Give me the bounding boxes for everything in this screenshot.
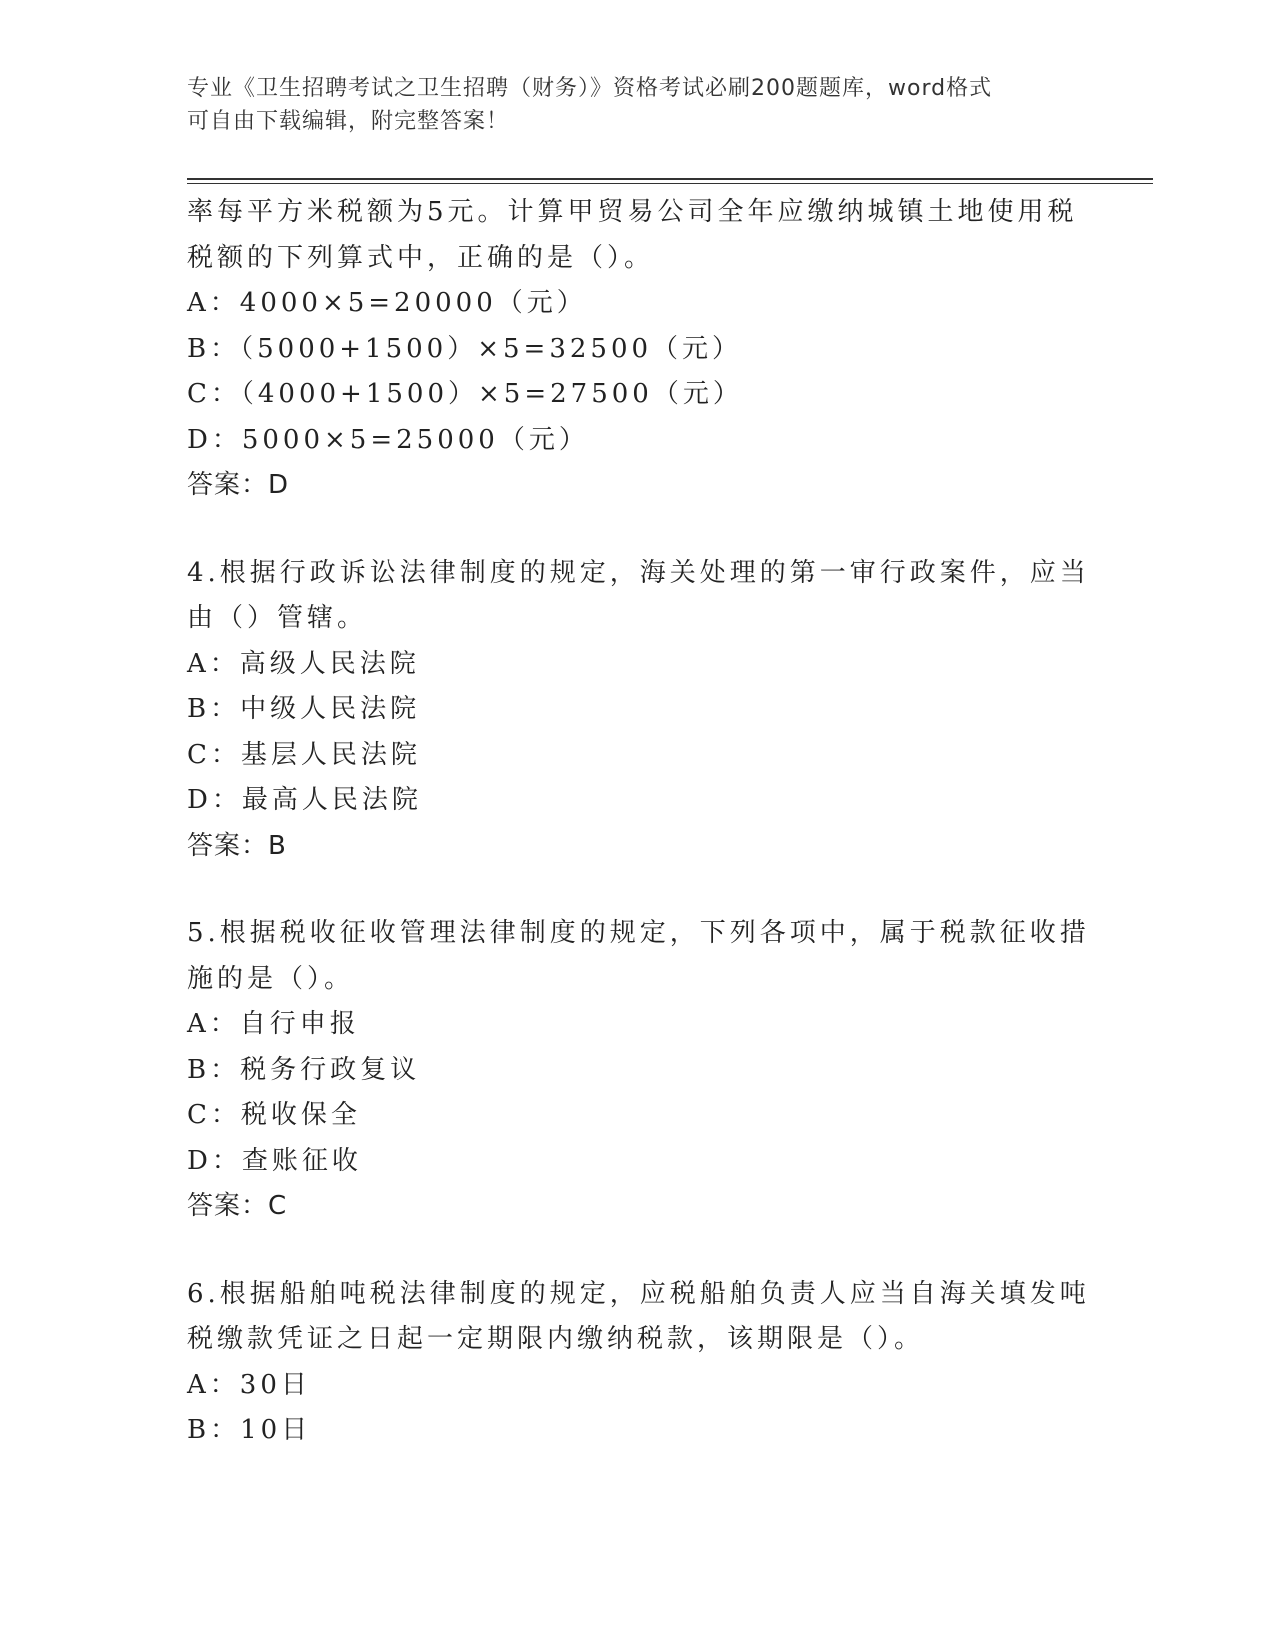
header-divider-thick <box>187 178 1153 180</box>
answer-line: 答案：C <box>187 1191 288 1221</box>
question-stem-line: 由（）管辖。 <box>187 603 368 633</box>
question-block <box>187 551 1090 870</box>
option-c: C：税收保全 <box>187 1100 361 1130</box>
question-list <box>187 190 1090 1454</box>
option-a: A：4000×5=20000（元） <box>187 288 587 318</box>
header-line-2: 可自由下载编辑，附完整答案！ <box>187 109 510 134</box>
option-d: D：最高人民法院 <box>187 785 422 815</box>
question-stem-line: 5.根据税收征收管理法律制度的规定，下列各项中，属于税款征收措 <box>187 918 1090 948</box>
answer-line: 答案：B <box>187 830 287 861</box>
question-block <box>187 190 1078 509</box>
option-d: D：查账征收 <box>187 1145 362 1176</box>
question-stem-line: 税缴款凭证之日起一定期限内缴纳税款，该期限是（）。 <box>187 1324 925 1354</box>
option-c: C：（4000+1500）×5=27500（元） <box>187 379 743 409</box>
option-a: A：高级人民法院 <box>187 648 420 679</box>
question-stem-line: 6.根据船舶吨税法律制度的规定，应税船舶负责人应当自海关填发吨 <box>187 1278 1090 1309</box>
page-header <box>187 72 1067 138</box>
option-b: B：税务行政复议 <box>187 1054 421 1085</box>
option-b: B：10日 <box>187 1415 312 1445</box>
option-d: D：5000×5=25000（元） <box>187 424 589 455</box>
question-stem-line: 4.根据行政诉讼法律制度的规定，海关处理的第一审行政案件，应当 <box>187 557 1090 588</box>
option-a: A：自行申报 <box>187 1009 360 1039</box>
option-a: A：30日 <box>187 1369 311 1400</box>
option-b: B：（5000+1500）×5=32500（元） <box>187 333 743 364</box>
answer-line: 答案：D <box>187 470 290 500</box>
question-stem-line: 施的是（）。 <box>187 963 355 994</box>
option-c: C：基层人民法院 <box>187 739 421 770</box>
question-block <box>187 911 1090 1230</box>
header-line-1: 专业《卫生招聘考试之卫生招聘（财务）》资格考试必刷200题题库，word格式 <box>187 76 993 101</box>
option-b: B：中级人民法院 <box>187 694 421 724</box>
question-stem-line: 率每平方米税额为5元。计算甲贸易公司全年应缴纳城镇土地使用税 <box>187 197 1078 227</box>
header-divider-thin <box>187 183 1153 184</box>
question-stem-line: 税额的下列算式中，正确的是（）。 <box>187 242 655 273</box>
question-block <box>187 1272 1090 1454</box>
